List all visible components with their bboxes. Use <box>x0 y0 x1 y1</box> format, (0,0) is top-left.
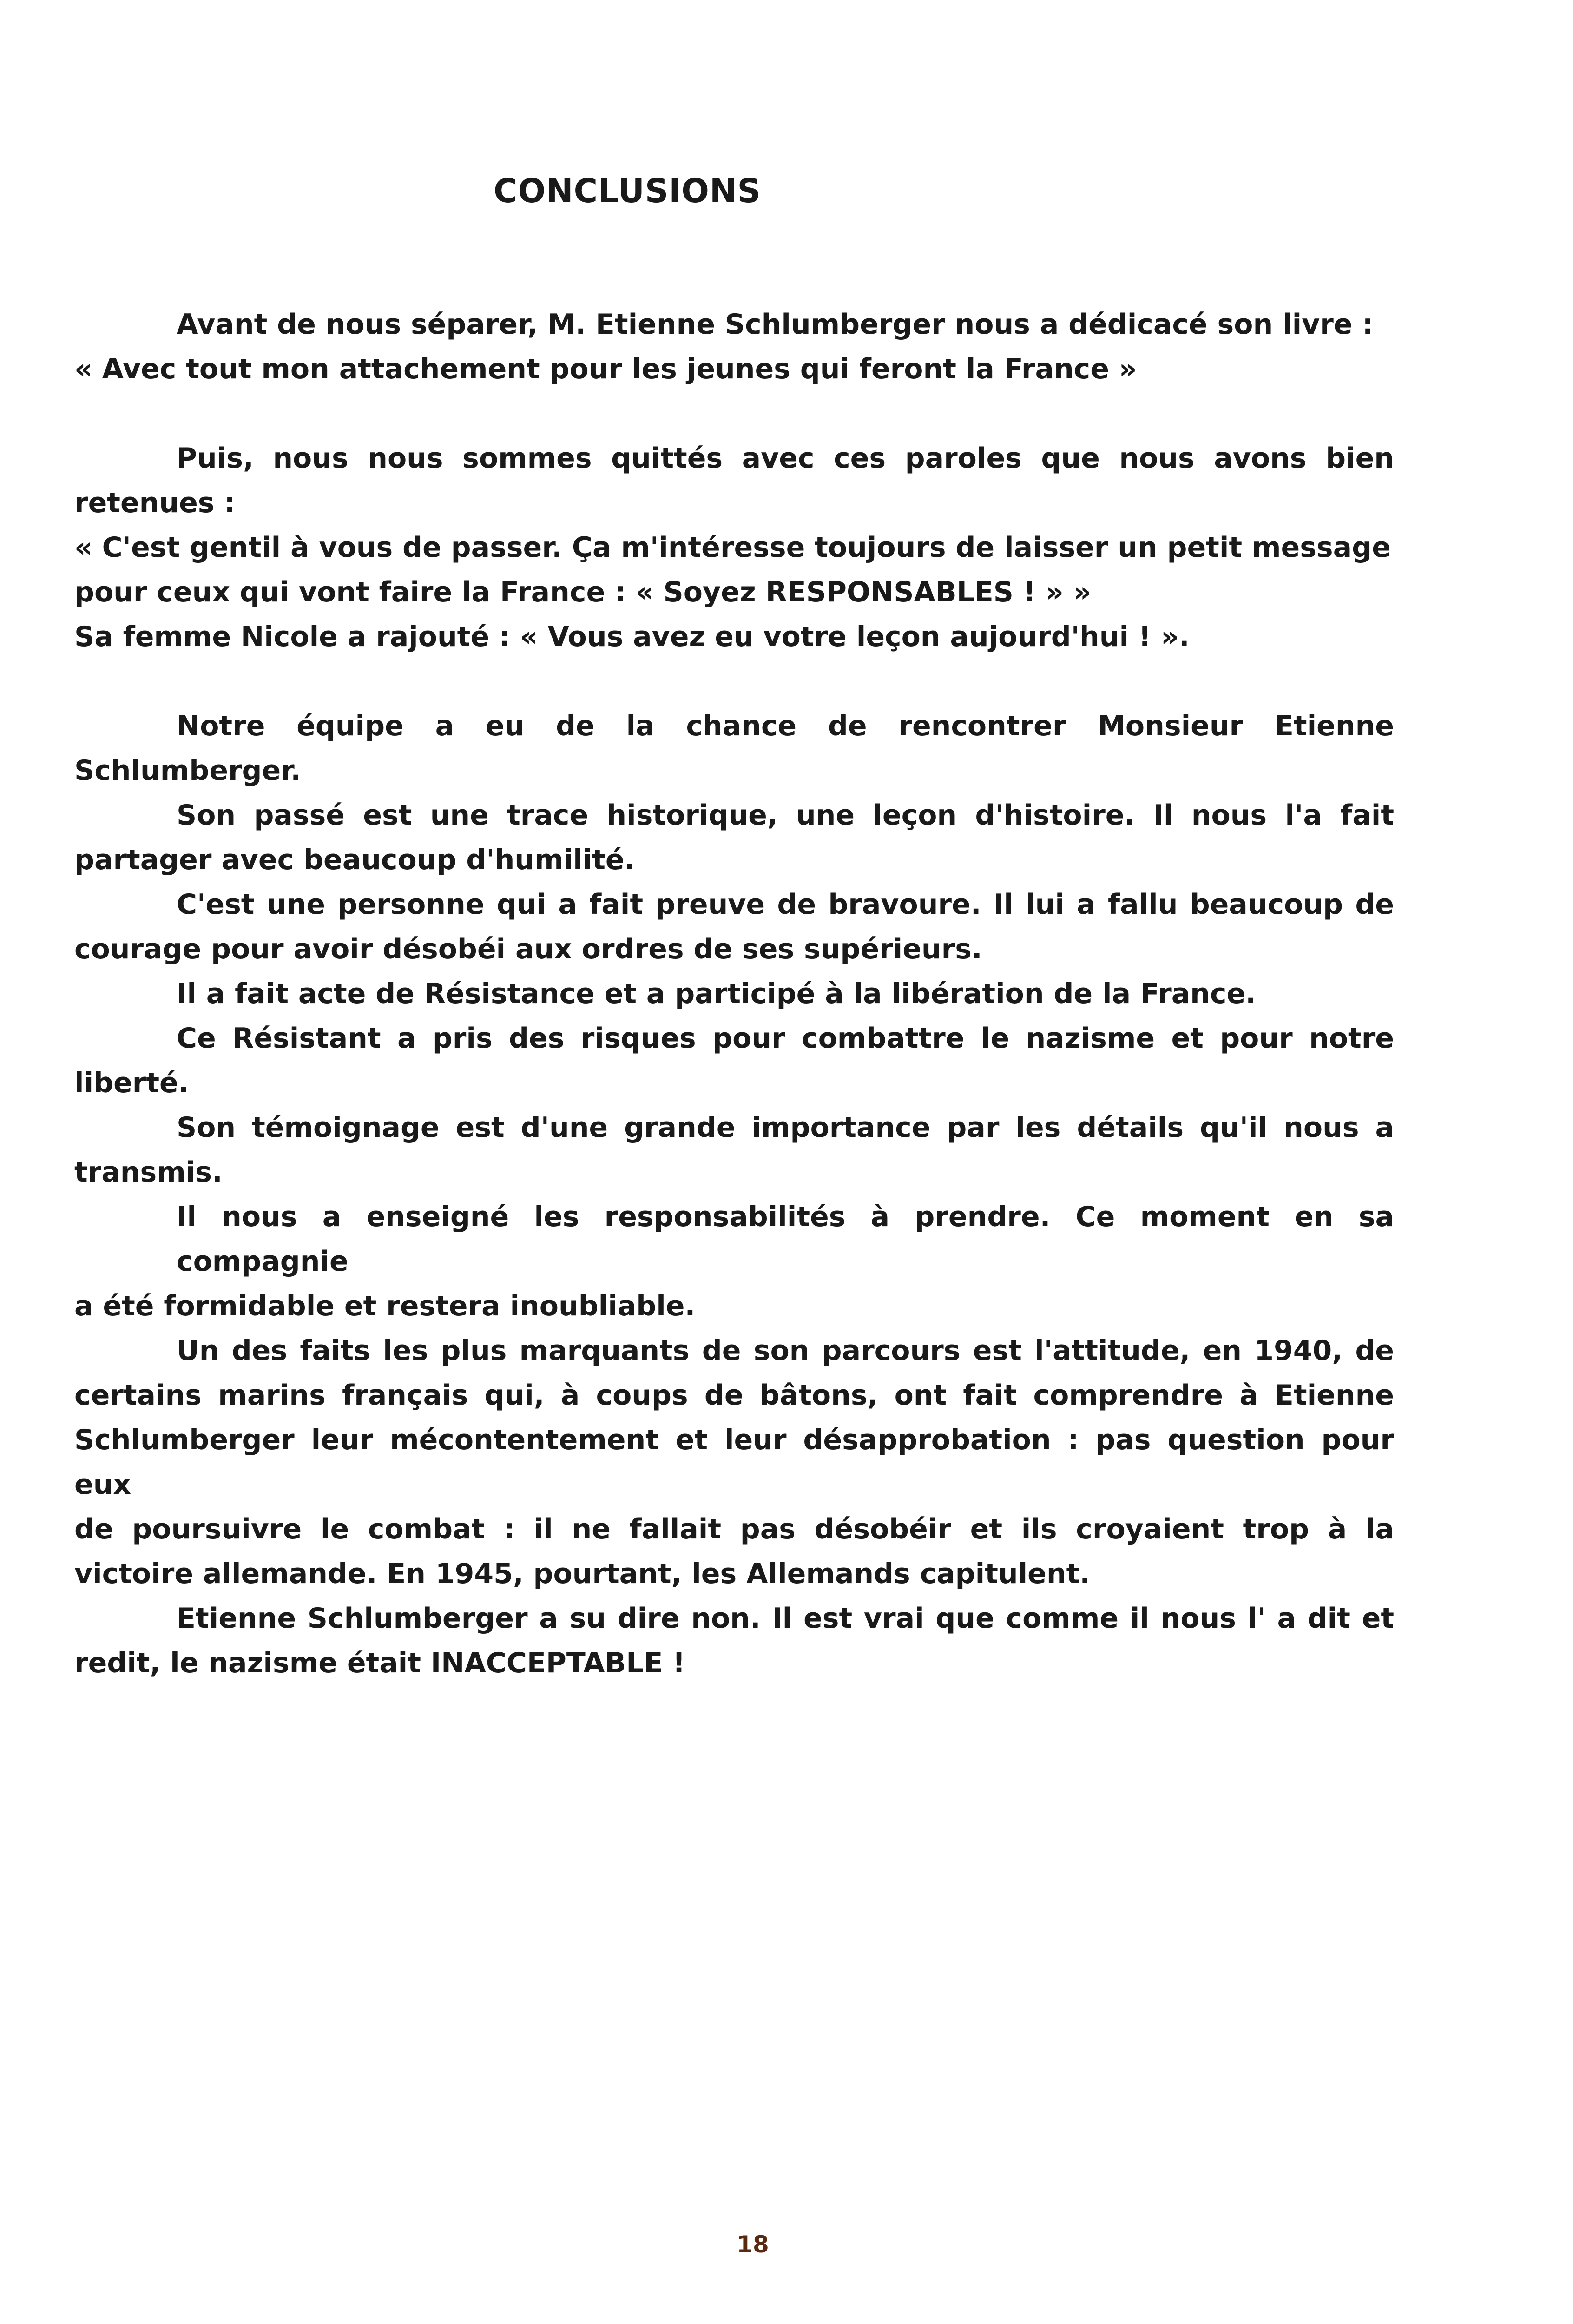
text-line: transmis. <box>74 1156 223 1188</box>
text-line: retenues : <box>74 487 236 519</box>
text-line: C'est une personne qui a fait preuve de bravoure. Il lui a fallu beaucoup de <box>177 888 1394 921</box>
text-line: Il nous a enseigné les responsabilités à prendre. Ce moment en sa compagnie <box>177 1201 1394 1278</box>
text-line: « Avec tout mon attachement pour les jeunes qui feront la France » <box>74 353 1137 385</box>
text-line: Schlumberger leur mécontentement et leur désapprobation : pas question pour eux <box>74 1424 1394 1501</box>
text-line: Son passé est une trace historique, une leçon d'histoire. Il nous l'a fait <box>177 799 1394 832</box>
page-title: CONCLUSIONS <box>494 172 761 210</box>
text-line: liberté. <box>74 1067 189 1099</box>
text-line: de poursuivre le combat : il ne fallait pas désobéir et ils croyaient trop à la <box>74 1513 1394 1545</box>
text-line: Avant de nous séparer, M. Etienne Schlumberger nous a dédicacé son livre : <box>177 308 1374 341</box>
text-line: pour ceux qui vont faire la France : « Soyez RESPONSABLES ! » » <box>74 576 1092 608</box>
text-line: Son témoignage est d'une grande importance par les détails qu'il nous a <box>177 1111 1394 1144</box>
text-line: Notre équipe a eu de la chance de rencontrer Monsieur Etienne <box>177 710 1394 742</box>
text-line: certains marins français qui, à coups de bâtons, ont fait comprendre à Etienne <box>74 1379 1394 1412</box>
text-line: Schlumberger. <box>74 754 301 787</box>
text-line: courage pour avoir désobéi aux ordres de ses supérieurs. <box>74 933 982 965</box>
text-line: a été formidable et restera inoubliable. <box>74 1290 696 1322</box>
page-number: 18 <box>737 2231 769 2258</box>
text-line: redit, le nazisme était INACCEPTABLE ! <box>74 1647 685 1679</box>
text-line: Ce Résistant a pris des risques pour combattre le nazisme et pour notre <box>177 1022 1394 1055</box>
body-text <box>74 302 1394 1685</box>
paragraph-gap <box>74 391 1394 436</box>
text-line: victoire allemande. En 1945, pourtant, les Allemands capitulent. <box>74 1558 1091 1590</box>
text-line: Un des faits les plus marquants de son parcours est l'attitude, en 1940, de <box>177 1334 1394 1367</box>
text-line: Puis, nous nous sommes quittés avec ces paroles que nous avons bien <box>177 442 1394 475</box>
text-line: Sa femme Nicole a rajouté : « Vous avez eu votre leçon aujourd'hui ! ». <box>74 621 1190 653</box>
paragraph-gap <box>74 659 1394 704</box>
text-line: Il a fait acte de Résistance et a participé à la libération de la France. <box>177 977 1256 1010</box>
text-line: « C'est gentil à vous de passer. Ça m'intéresse toujours de laisser un petit message <box>74 531 1391 564</box>
text-line: Etienne Schlumberger a su dire non. Il est vrai que comme il nous l' a dit et <box>177 1602 1394 1635</box>
text-line: partager avec beaucoup d'humilité. <box>74 844 635 876</box>
